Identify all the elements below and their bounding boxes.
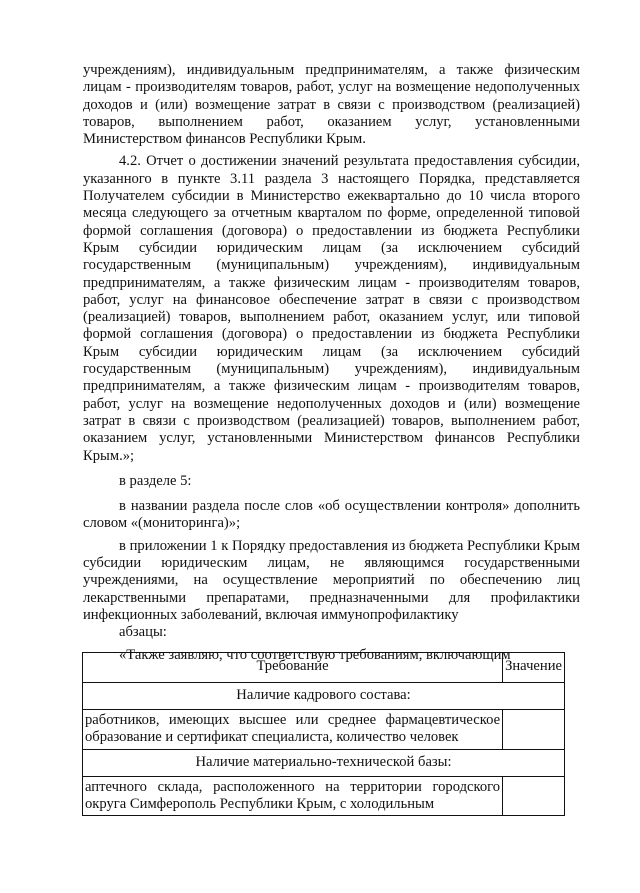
row-staff-value bbox=[503, 710, 565, 750]
row-staff-requirement: работников, имеющих высшее или среднее фармацевтическое образование и сертификат специалиста, количество человек bbox=[83, 710, 503, 750]
header-value: Значение bbox=[503, 653, 565, 683]
section-material-base: Наличие материально-технической базы: bbox=[83, 749, 565, 776]
table-row bbox=[83, 710, 565, 750]
requirements-table bbox=[82, 652, 565, 816]
table-section-row bbox=[83, 749, 565, 776]
paragraph-section-title-change: в названии раздела после слов «об осуществлении контроля» дополнить словом «(мониторинга)»; bbox=[83, 498, 580, 532]
table-header-row bbox=[83, 653, 565, 683]
header-requirement: Требование bbox=[83, 653, 503, 683]
paragraph-4-2: 4.2. Отчет о достижении значений результата предоставления субсидии, указанного в пункте 3.11 раздела 3 настоящего Порядка, представляется Получателем субсидии в Министерство ежеквартально до 10 числа второго месяца следующего за отчетным кварталом по форме, определенной типовой формой соглашения (договора) о предоставлении из бюджета Республики Крым субсидии юридическим лицам (за исключением субсидий государственным (муниципальным) учреждениям), индивидуальным предпринимателям, а также физическим лицам - производителям товаров, работ, услуг на финансовое обеспечение затрат в связи с производством (реализацией) товаров, выполнением работ, оказанием услуг, или типовой формой соглашения (договора) о предоставлении из бюджета Республики Крым субсидии юридическим лицам (за исключением субсидий государственным (муниципальным) учреждениям), индивидуальным предпринимателям, а также физическим лицам - производителям товаров, работ, услуг на возмещение недополученных доходов и (или) возмещение затрат в связи с производством (реализацией) товаров, выполнением работ, оказанием услуг, установленными Министерством финансов Республики Крым.»; bbox=[83, 153, 580, 464]
paragraph-appendix-1: в приложении 1 к Порядку предоставления из бюджета Республики Крым субсидии юридическим лицам, не являющимся государственными учреждениями, на осуществление мероприятий по обеспечению лиц лекарственными препаратами, предназначенными для профилактики инфекционных заболеваний, включая иммунопрофилактику bbox=[83, 537, 580, 623]
section-staff: Наличие кадрового состава: bbox=[83, 683, 565, 710]
paragraph-section-5: в разделе 5: bbox=[119, 472, 192, 489]
row-warehouse-requirement: аптечного склада, расположенного на территории городского округа Симферополь Республики Крым, с холодильным bbox=[83, 776, 503, 816]
row-warehouse-value bbox=[503, 776, 565, 816]
table-row bbox=[83, 776, 565, 816]
page-bottom-margin bbox=[0, 830, 640, 893]
table-section-row bbox=[83, 683, 565, 710]
paragraph-abzacy: абзацы: bbox=[119, 624, 167, 641]
paragraph-declaration: «Также заявляю, что соответствую требованиям, включающим bbox=[119, 646, 511, 663]
document-body bbox=[83, 62, 580, 664]
paragraph-continuation: учреждениям), индивидуальным предпринимателям, а также физическим лицам - производителям товаров, работ, услуг на возмещение недополученных доходов и (или) возмещение затрат в связи с производством (реализацией) товаров, выполнением работ, оказанием услуг, установленными Министерством финансов Республики Крым. bbox=[83, 62, 580, 148]
